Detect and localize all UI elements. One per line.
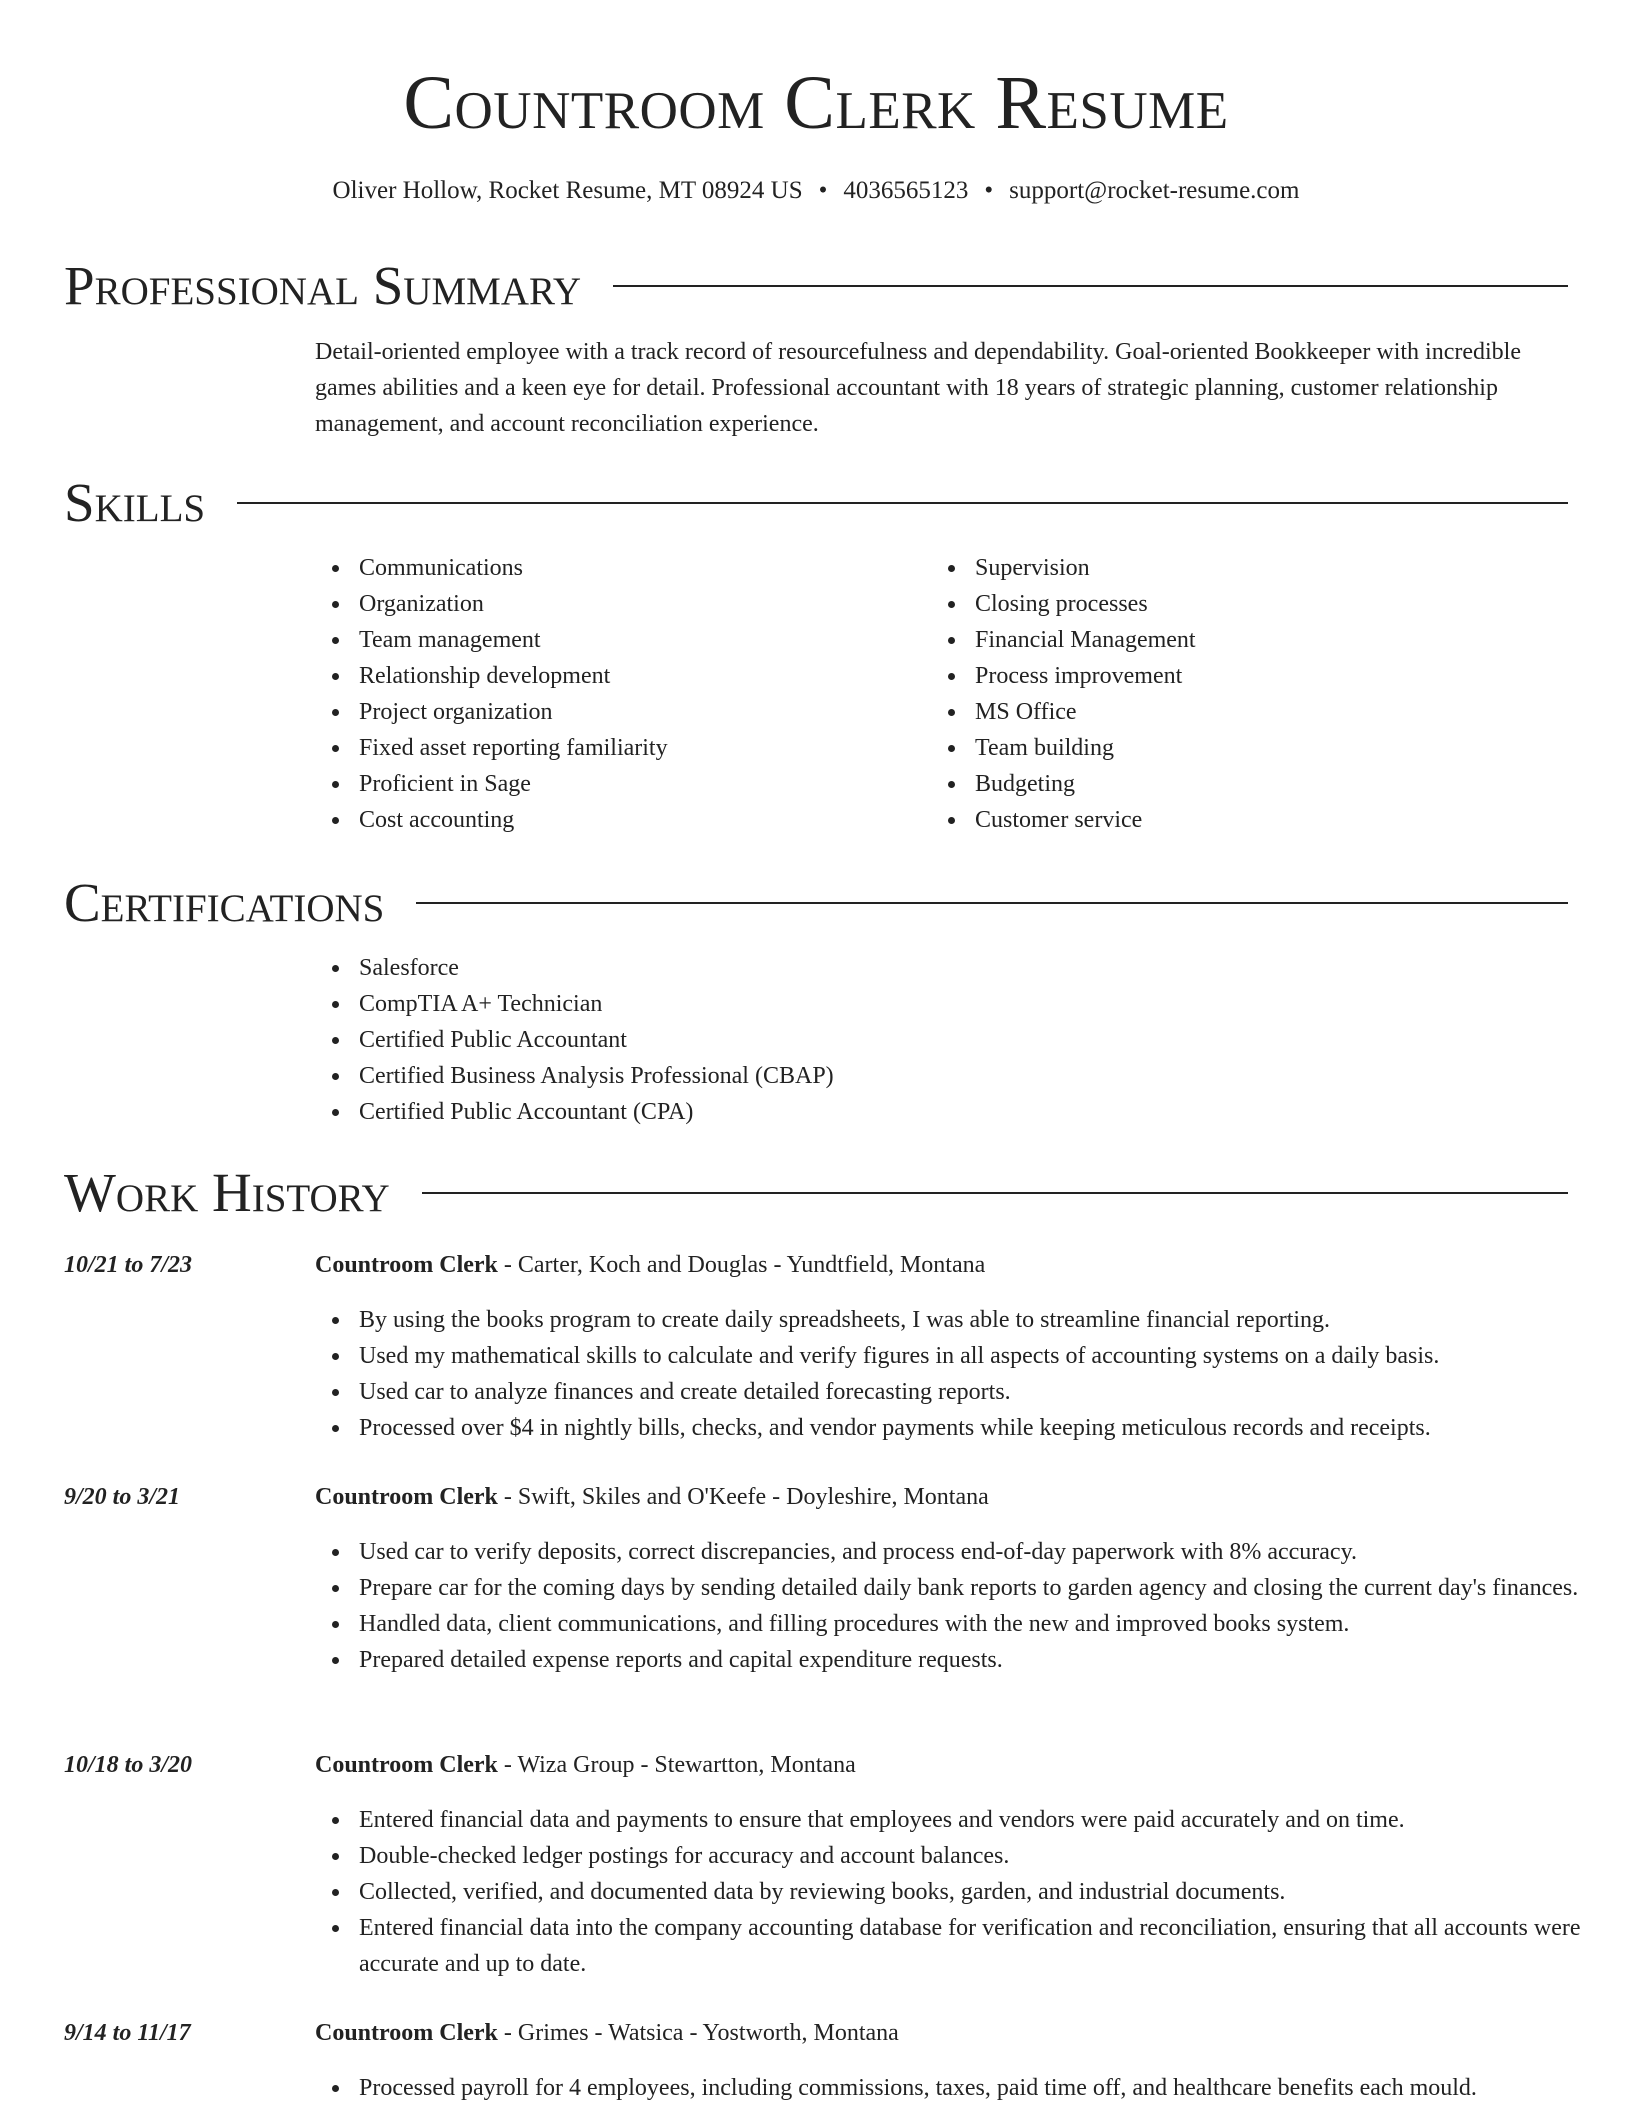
job-dates: 10/18 to 3/20 [64,1752,193,1778]
contact-line [0,174,1632,208]
certification-item: Certified Public Accountant [359,1022,1559,1058]
certifications-list [315,950,1559,1130]
job-heading [315,1479,989,1515]
job-bullets [315,2070,1629,2106]
job-title: Countroom Clerk [315,1484,498,1510]
job-bullet: Used car to analyze finances and create detailed forecasting reports. [359,1374,1629,1410]
job-dates: 10/21 to 7/23 [64,1252,193,1278]
section-title-certifications: Certifications [64,871,416,935]
summary-text: Detail-oriented employee with a track record of resourcefulness and dependability. Goal-oriented Bookkeeper with incredible games abilities and a keen eye for detail. Professional accountant with 18 years of strategic planning, customer relationship management, and account reconciliation experience. [315,339,1521,437]
job-dates: 9/20 to 3/21 [64,1484,181,1510]
skill-item: Process improvement [975,658,1575,694]
job-bullets [315,1802,1609,1982]
job-heading [315,1247,985,1283]
skill-item: Cost accounting [359,802,919,838]
section-header-work-history [64,1161,1568,1225]
section-title-work-history: Work History [64,1161,422,1225]
job-title: Countroom Clerk [315,2020,498,2046]
job-bullet: Entered financial data and payments to ensure that employees and vendors were paid accurately and on time. [359,1802,1609,1838]
job-bullet: Prepared detailed expense reports and capital expenditure requests. [359,1642,1609,1678]
contact-separator: • [818,177,828,204]
job-bullet: Prepare car for the coming days by sending detailed daily bank reports to garden agency and closing the current day's finances. [359,1570,1609,1606]
skill-item: MS Office [975,694,1575,730]
job-bullet: Collected, verified, and documented data by reviewing books, garden, and industrial documents. [359,1874,1609,1910]
section-title-skills: Skills [64,471,237,535]
job-bullet: By using the books program to create daily spreadsheets, I was able to streamline financial reporting. [359,1302,1629,1338]
skill-item: Customer service [975,802,1575,838]
skill-item: Communications [359,550,919,586]
job-bullet: Double-checked ledger postings for accuracy and account balances. [359,1838,1609,1874]
skill-item: Closing processes [975,586,1575,622]
job-heading [315,1747,856,1783]
resume-title: Countroom Clerk Resume [403,61,1229,145]
job-bullets [315,1302,1629,1446]
contact-separator: • [984,177,994,204]
job-bullet: Handled data, client communications, and filling procedures with the new and improved books system. [359,1606,1609,1642]
job-details: - Wiza Group - Stewartton, Montana [497,1752,856,1778]
skill-item: Relationship development [359,658,919,694]
job-title: Countroom Clerk [315,1252,498,1278]
job-title: Countroom Clerk [315,1752,498,1778]
job-bullet: Processed payroll for 4 employees, including commissions, taxes, paid time off, and healthcare benefits each mould. [359,2070,1629,2106]
job-bullets [315,1534,1609,1678]
skill-item: Financial Management [975,622,1575,658]
job-bullet: Used car to verify deposits, correct discrepancies, and process end-of-day paperwork with 8% accuracy. [359,1534,1609,1570]
skill-item: Project organization [359,694,919,730]
job-bullet: Used my mathematical skills to calculate and verify figures in all aspects of accounting systems on a daily basis. [359,1338,1629,1374]
job-bullet: Entered financial data into the company accounting database for verification and reconciliation, ensuring that all accounts were accurate and up to date. [359,1910,1609,1982]
certification-item: CompTIA A+ Technician [359,986,1559,1022]
certification-item: Certified Public Accountant (CPA) [359,1094,1559,1130]
section-header-skills [64,471,1568,535]
section-title-summary: Professional Summary [64,254,613,318]
certification-item: Salesforce [359,950,1559,986]
contact-address: Oliver Hollow, Rocket Resume, MT 08924 US [332,177,803,204]
contact-phone: 4036565123 [843,177,969,204]
section-header-certifications [64,871,1568,935]
skill-item: Supervision [975,550,1575,586]
job-bullet: Processed over $4 in nightly bills, checks, and vendor payments while keeping meticulous records and receipts. [359,1410,1629,1446]
job-heading [315,2015,899,2051]
section-header-summary [64,254,1568,318]
section-divider [64,502,1568,504]
job-dates: 9/14 to 11/17 [64,2020,191,2046]
skill-item: Team management [359,622,919,658]
certification-item: Certified Business Analysis Professional (CBAP) [359,1058,1559,1094]
skill-item: Proficient in Sage [359,766,919,802]
skill-item: Budgeting [975,766,1575,802]
job-details: - Grimes - Watsica - Yostworth, Montana [497,2020,899,2046]
contact-email: support@rocket-resume.com [1009,177,1300,204]
skills-list-right [931,550,1575,838]
skill-item: Organization [359,586,919,622]
skills-list-left [315,550,919,838]
job-details: - Carter, Koch and Douglas - Yundtfield, Montana [497,1252,986,1278]
skill-item: Fixed asset reporting familiarity [359,730,919,766]
job-details: - Swift, Skiles and O'Keefe - Doyleshire, Montana [497,1484,989,1510]
skill-item: Team building [975,730,1575,766]
